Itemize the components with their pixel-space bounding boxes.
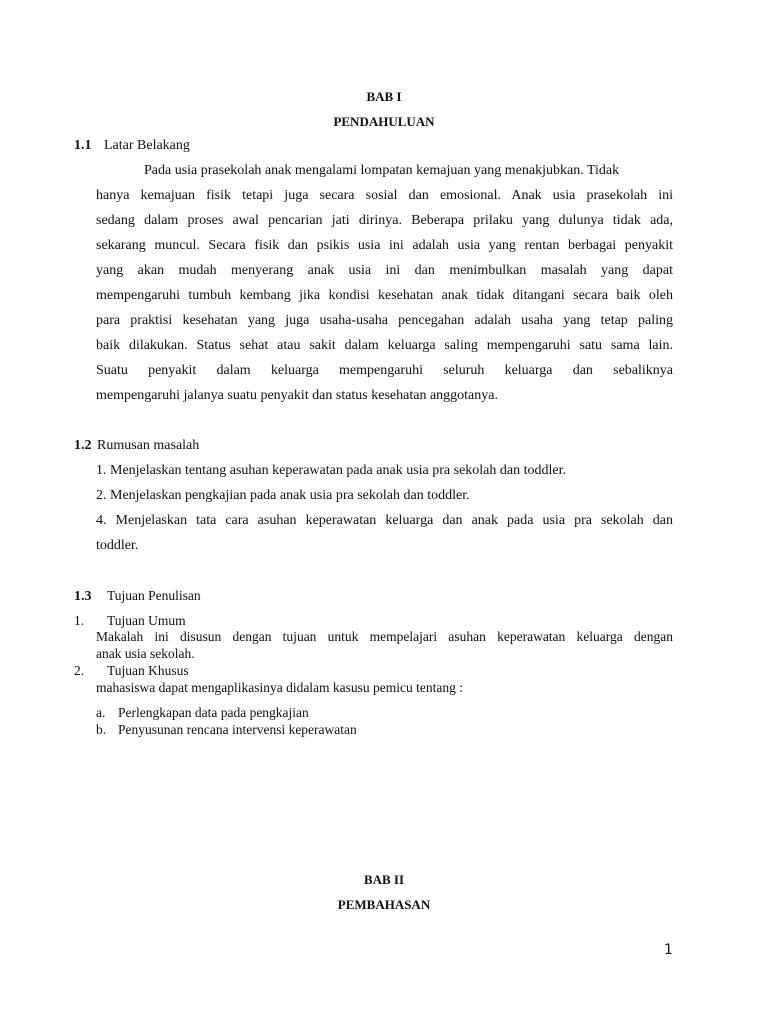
paragraph-line: yang akan mudah menyerang anak usia ini dan menimbulkan masalah yang dapat — [96, 263, 673, 278]
chapter-1-number: BAB I — [366, 89, 402, 104]
paragraph-line: Pada usia prasekolah anak mengalami lompatan kemajuan yang menakjubkan. Tidak — [144, 163, 620, 178]
chapter-2-title: PEMBAHASAN — [337, 897, 431, 912]
list-item-letter: a. — [96, 705, 106, 720]
specific-objective-title: Tujuan Khusus — [107, 663, 189, 678]
paragraph-line: mempengaruhi jalanya suatu penyakit dan status kesehatan anggotanya. — [96, 388, 498, 403]
list-item: 2. Menjelaskan pengkajian pada anak usia pra sekolah dan toddler. — [96, 488, 470, 503]
paragraph-line: Suatu penyakit dalam keluarga mempengaruhi seluruh keluarga dan sebaliknya — [96, 363, 673, 378]
section-1-1-title: Latar Belakang — [104, 138, 190, 153]
general-objective-number: 1. — [74, 613, 85, 628]
list-item: 4. Menjelaskan tata cara asuhan keperawatan keluarga dan anak pada usia pra sekolah dan — [96, 513, 673, 528]
page-number: 1 — [664, 942, 673, 958]
list-item-text: Penyusunan rencana intervensi keperawatan — [118, 722, 357, 737]
chapter-2-number: BAB II — [363, 872, 405, 887]
general-objective-line: Makalah ini disusun dengan tujuan untuk mempelajari asuhan keperawatan keluarga dengan — [96, 629, 673, 644]
list-item-continuation: toddler. — [96, 538, 139, 553]
section-1-1-number: 1.1 — [74, 138, 92, 153]
paragraph-line: para praktisi kesehatan yang juga usaha-usaha pencegahan adalah usaha yang tetap paling — [96, 313, 673, 328]
section-1-3-number: 1.3 — [74, 589, 92, 604]
paragraph-line: sedang dalam proses awal pencarian jati dirinya. Beberapa prilaku yang dulunya tidak ada, — [96, 213, 673, 228]
general-objective-line: anak usia sekolah. — [96, 646, 195, 661]
paragraph-line: sekarang muncul. Secara fisik dan psikis usia ini adalah usia yang rentan berbagai penyakit — [96, 238, 673, 253]
general-objective-title: Tujuan Umum — [107, 613, 186, 628]
section-1-2-number: 1.2 — [74, 438, 92, 453]
list-item: 1. Menjelaskan tentang asuhan keperawatan pada anak usia pra sekolah dan toddler. — [96, 463, 566, 478]
section-1-2-title: Rumusan masalah — [97, 438, 200, 453]
specific-objective-intro: mahasiswa dapat mengaplikasinya didalam kasusu pemicu tentang : — [96, 680, 464, 695]
paragraph-line: baik dilakukan. Status sehat atau sakit dalam keluarga saling mempengaruhi satu sama lain. — [96, 338, 673, 353]
list-item-letter: b. — [96, 722, 107, 737]
chapter-1-title: PENDAHULUAN — [333, 114, 435, 129]
specific-objective-number: 2. — [74, 663, 85, 678]
paragraph-line: mempengaruhi tumbuh kembang jika kondisi kesehatan anak tidak ditangani secara baik oleh — [96, 288, 673, 303]
section-1-3-title: Tujuan Penulisan — [107, 588, 201, 603]
list-item-text: Perlengkapan data pada pengkajian — [118, 705, 309, 720]
paragraph-line: hanya kemajuan fisik tetapi juga secara sosial dan emosional. Anak usia prasekolah ini — [96, 188, 673, 203]
